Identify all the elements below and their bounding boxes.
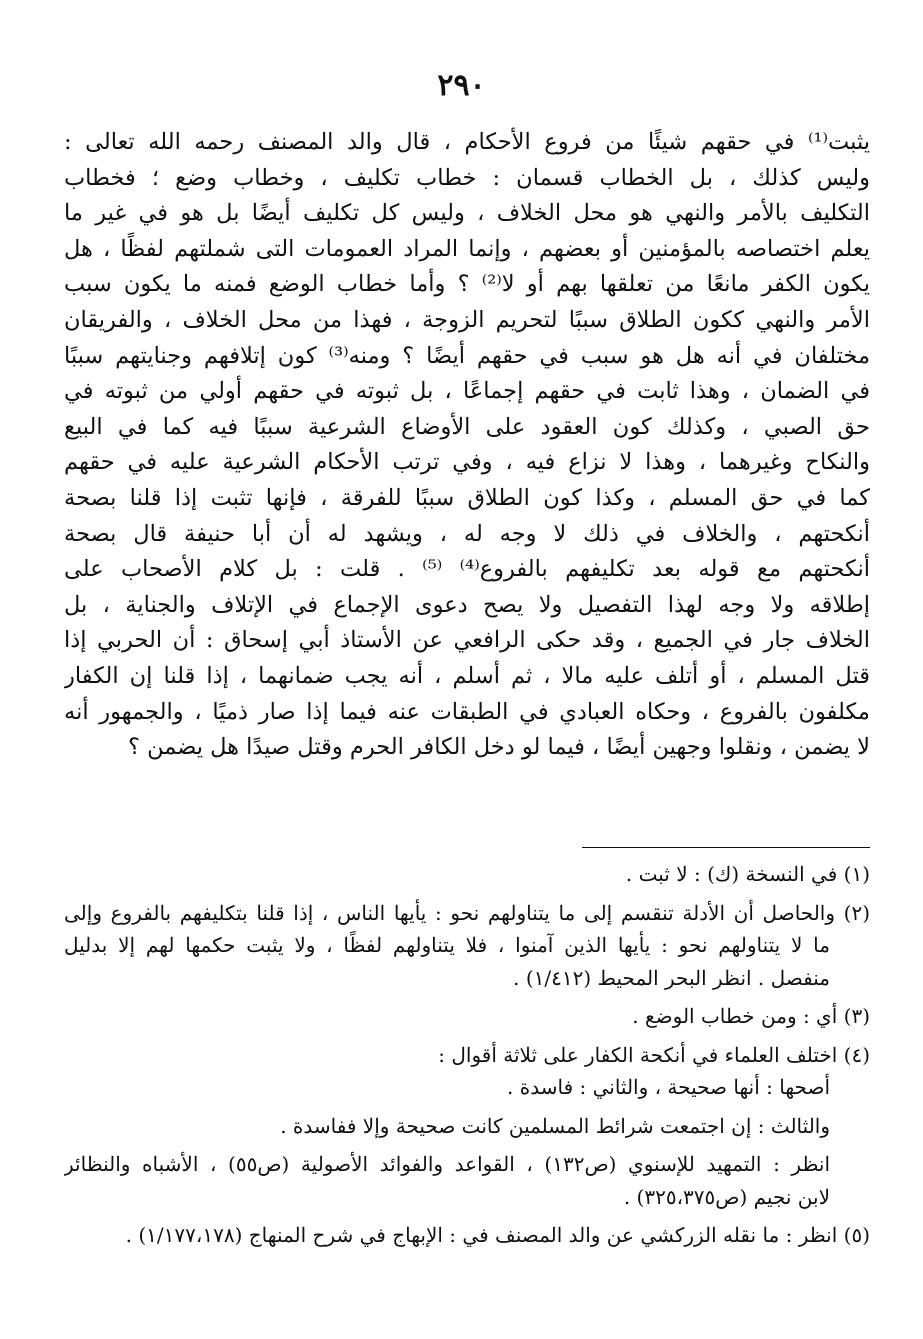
text-line: والنكاح وغيرهما ، وهذا لا نزاع فيه ، وفي ترتب الأحكام الشرعية عليه في حقهم	[64, 449, 870, 476]
footnote-3: (٣) أي : ومن خطاب الوضع .	[632, 1004, 870, 1028]
text-line: كما في حق المسلم ، وكذا كون الطلاق سببًا للفرقة ، فإنها تثبت إذا قلنا بصحة	[64, 484, 870, 511]
text-line: يعلم اختصاصه بالمؤمنين أو بعضهم ، وإنما المراد العمومات التى شملتهم لفظًا ، هل	[64, 235, 870, 262]
text-line: الخلاف جار في الجميع ، وقد حكى الرافعي عن الأستاذ أبي إسحاق : أن الحربي إذا	[64, 627, 870, 654]
main-text	[64, 125, 870, 766]
text-line: مكلفون بالفروع ، وحكاه العبادي في الطبقات عنه فيما إذا صار ذميًا ، والجمهور أنه	[64, 698, 870, 725]
footnote-4-references-line-2: لابن نجيم (ص٣٢٥،٣٧٥) .	[623, 1184, 830, 1209]
text-line: أنكحتهم مع قوله بعد تكليفهم بالفروع⁽⁴⁾ ⁽⁵⁾ . قلت : بل كلام الأصحاب على	[64, 556, 870, 583]
footnote-2-line-2: ما لا يتناولهم نحو : يأيها الذين آمنوا ، فلا يتناولهم لفظًا ، ولا يثبت حكمها لهم إلا بدليل	[64, 933, 830, 957]
page-number: ٢٩٠	[437, 68, 486, 103]
footnote-4-opinion-1: أصحها : أنها صحيحة ، والثاني : فاسدة .	[507, 1075, 830, 1099]
footnote-4-opinion-3: والثالث : إن اجتمعت شرائط المسلمين كانت صحيحة وإلا ففاسدة .	[280, 1113, 830, 1138]
text-line: في الضمان ، وهذا ثابت في حقهم إجماعًا ، بل ثبوته في حقهم أولي من ثبوته في	[64, 378, 870, 405]
footnote-2: (٢) والحاصل أن الأدلة تنقسم إلى ما يتناولهم نحو : يأيها الناس ، إذا قلنا بتكليفهم بالفروع وإلى	[64, 900, 870, 925]
footnote-1: (١) في النسخة (ك) : لا ثبت .	[625, 862, 870, 886]
text-line: حق الصبي ، وكذلك كون العقود على الأوضاع الشرعية سببًا فيه كما في البيع	[64, 413, 870, 440]
footnote-2-line-3: منفصل . انظر البحر المحيط (١/٤١٢) .	[513, 965, 830, 990]
text-line: التكليف بالأمر والنهي هو محل الخلاف ، وليس كل تكليف أيضًا بل هو في غير ما	[64, 200, 870, 227]
text-line: إطلاقه ولا وجه لهذا التفصيل ولا يصح دعوى الإجماع في الإتلاف والجناية ، بل	[64, 591, 870, 618]
text-line: مختلفان في أنه هل هو سبب في حقهم أيضًا ؟ ومنه⁽³⁾ كون إتلافهم وجنايتهم سببًا	[64, 342, 870, 369]
text-line: يثبت⁽¹⁾ في حقهم شيئًا من فروع الأحكام ، قال والد المصنف رحمه الله تعالى :	[64, 129, 870, 155]
text-line: الأمر والنهي ككون الطلاق سببًا لتحريم الزوجة ، فهذا من محل الخلاف ، والفريقان	[64, 306, 870, 333]
text-line: يكون الكفر مانعًا من تعلقها بهم أو لا⁽²⁾ ؟ وأما خطاب الوضع فمنه ما يكون سبب	[64, 271, 870, 298]
text-line: أنكحتهم ، والخلاف في ذلك لا وجه له ، ويشهد له أن أبا حنيفة قال بصحة	[64, 520, 870, 547]
text-line: لا يضمن ، ونقلوا وجهين أيضًا ، فيما لو دخل الكافر الحرم وقتل صيدًا هل يضمن ؟	[127, 734, 870, 761]
text-line: وليس كذلك ، بل الخطاب قسمان : خطاب تكليف ، وخطاب وضع ؛ فخطاب	[64, 164, 870, 191]
footnote-4: (٤) اختلف العلماء في أنكحة الكفار على ثلاثة أقوال :	[438, 1042, 870, 1067]
footnote-separator	[582, 847, 870, 848]
footnotes	[64, 858, 870, 1252]
text-line: قتل المسلم ، أو أتلف عليه مالا ، ثم أسلم ، أنه يجب ضمانهما ، إذا قلنا إن الكفار	[64, 662, 870, 689]
footnote-4-references: انظر : التمهيد للإسنوي (ص١٣٢) ، القواعد والفوائد الأصولية (ص٥٥) ، الأشباه والنظائر	[64, 1152, 830, 1176]
footnote-5: (٥) انظر : ما نقله الزركشي عن والد المصنف في : الإبهاج في شرح المنهاج (١/١٧٧،١٧٨) .	[125, 1223, 870, 1247]
